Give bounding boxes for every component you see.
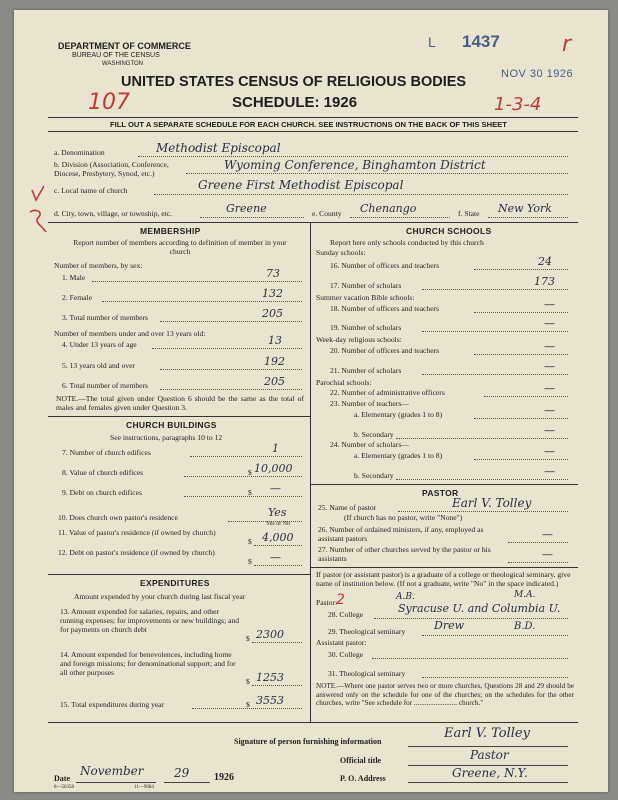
q11-dollar: $ [248, 537, 252, 546]
q3-line [160, 321, 302, 322]
signature-value: Earl V. Tolley [444, 726, 530, 741]
q9-line [184, 496, 302, 497]
q15-label: 15. Total expenditures during year [60, 700, 165, 709]
q31-line [422, 677, 568, 678]
q4-line [152, 348, 302, 349]
q29-line [422, 635, 568, 636]
q10-value: Yes [268, 506, 287, 519]
q19-line [422, 331, 568, 332]
membership-intro: Report number of members according to definition of member in your church [73, 238, 287, 256]
denomination-line [138, 156, 568, 157]
print-code-1: 8—56358 [54, 785, 74, 790]
q9-dollar: $ [248, 488, 252, 497]
stamp-letter: L [428, 34, 436, 50]
schedule-title: SCHEDULE: 1926 [232, 94, 358, 111]
q8-value: 10,000 [254, 462, 293, 475]
county-value: Chenango [360, 202, 417, 215]
red-margin-marks [22, 182, 62, 242]
q24-label: 24. Number of scholars— [330, 440, 409, 449]
q6-value: 205 [264, 375, 285, 388]
q14-label: 14. Amount expended for benevolences, including home and foreign missions; for denominational support; and for all other purposes [60, 650, 236, 677]
q1-label: 1. Male [62, 273, 86, 282]
q15-line [192, 708, 302, 709]
q27-label: 27. Number of other churches served by the pastor or his assistants [318, 545, 491, 563]
schools-title: CHURCH SCHOOLS [406, 226, 492, 236]
date-label: Date [54, 774, 70, 783]
q28-label: 28. College [328, 610, 364, 619]
q27-line [508, 562, 568, 563]
weekday-schools-label: Week-day religious schools: [316, 335, 402, 344]
q28-value: Syracuse U. and Columbia U. [398, 602, 561, 615]
header-rule-top [48, 117, 578, 118]
q20-line [474, 354, 568, 355]
q2-value: 132 [262, 287, 283, 300]
column-divider [310, 222, 311, 722]
q5-value: 192 [264, 355, 285, 368]
assistant-pastor-label: Assistant pastor: [316, 638, 367, 647]
q18-line [474, 312, 568, 313]
state-value: New York [498, 202, 552, 215]
buildings-intro: See instructions, paragraphs 10 to 12 [110, 433, 223, 442]
age-intro: Number of members under and over 13 years old: [54, 329, 206, 338]
red-code: 1-3-4 [494, 94, 542, 115]
instruction-banner: FILL OUT A SEPARATE SCHEDULE FOR EACH CHURCH. SEE INSTRUCTIONS ON THE BACK OF THIS SHEET [110, 120, 507, 129]
state-label: f. State [458, 209, 480, 218]
expenditures-intro: Amount expended by your church during last fiscal year [74, 592, 246, 601]
q21-value: — [544, 360, 555, 373]
denomination-label: a. Denomination [54, 148, 105, 157]
division-value: Wyoming Conference, Binghamton District [224, 158, 486, 172]
q22-value: — [544, 382, 555, 395]
q21-label: 21. Number of scholars [330, 366, 402, 375]
graduate-note: If pastor (or assistant pastor) is a graduate of a college or theological seminary, give name of institution below. (If not a graduate, write "No" in the space indicated.) [316, 570, 571, 588]
q12-value: — [270, 551, 281, 564]
city-line [200, 217, 304, 218]
census-schedule-page [14, 10, 608, 792]
q19-value: — [544, 317, 555, 330]
q27-value: — [542, 548, 553, 561]
q8-dollar: $ [248, 468, 252, 477]
q23b-value: — [544, 424, 555, 437]
address-line [408, 782, 568, 783]
pastor-title: PASTOR [422, 488, 459, 498]
q16-line [474, 269, 568, 270]
date-day: 29 [174, 766, 190, 780]
q29-degree: B.D. [514, 621, 536, 632]
q16-value: 24 [538, 255, 552, 268]
state-line [488, 217, 568, 218]
address-value: Greene, N.Y. [452, 766, 528, 780]
q24b-label: b. Secondary [354, 471, 394, 480]
q29-value: Drew [434, 619, 465, 632]
q24a-value: — [544, 445, 555, 458]
q20-label: 20. Number of officers and teachers [330, 346, 440, 355]
q8-line [184, 476, 302, 477]
q24a-label: a. Elementary (grades 1 to 8) [354, 451, 443, 460]
q30-line [372, 658, 568, 659]
expenditures-top-rule [48, 574, 310, 575]
q31-label: 31. Theological seminary [328, 669, 406, 678]
q5-label: 5. 13 years old and over [62, 361, 135, 370]
q13-label: 13. Amount expended for salaries, repairs, and other running expenses; for improvements or new buildings; and for payments on church debt [60, 607, 240, 634]
pastor-label: Pastor: [316, 598, 338, 607]
buildings-top-rule [48, 416, 310, 417]
q24a-line [474, 459, 568, 460]
received-date-stamp: NOV 30 1926 [501, 68, 574, 80]
q18-value: — [544, 298, 555, 311]
division-label: b. Division (Association, Conference, Diocese, Presbytery, Synod, etc.) [54, 160, 169, 178]
q11-label: 11. Value of pastor's residence (if owned by church) [58, 528, 216, 537]
q1-value: 73 [266, 267, 280, 280]
signature-line [408, 746, 568, 747]
official-title-value: Pastor [470, 748, 509, 762]
q22-line [484, 396, 568, 397]
q10-line [228, 521, 302, 522]
membership-title: MEMBERSHIP [140, 226, 201, 236]
q23b-line [396, 438, 568, 439]
q5-line [160, 369, 302, 370]
city-label-row: d. City, town, village, or township, etc. [54, 209, 173, 218]
city-value: Greene [226, 202, 267, 215]
sunday-schools-label: Sunday schools: [316, 248, 366, 257]
q7-value: 1 [272, 442, 279, 455]
membership-note: NOTE.—The total given under Question 6 should be the same as the total of males and females given under Question 3. [56, 394, 304, 412]
q12-label: 12. Debt on pastor's residence (if owned by church) [58, 548, 215, 557]
q23b-label: b. Secondary [354, 430, 394, 439]
q23-label: 23. Number of teachers— [330, 399, 409, 408]
q13-value: 2300 [256, 628, 284, 641]
local-name-value: Greene First Methodist Episcopal [198, 178, 404, 192]
q12-line [254, 565, 302, 566]
q14-line [252, 685, 302, 686]
pastor-red-number: 2 [336, 592, 345, 608]
division-line [186, 173, 568, 174]
q14-value: 1253 [256, 671, 284, 684]
q15-value: 3553 [256, 694, 284, 707]
q26-label: 26. Number of ordained ministers, if any, employed as assistant pastors [318, 525, 484, 543]
q2-line [102, 301, 302, 302]
q16-label: 16. Number of officers and teachers [330, 261, 440, 270]
q23a-value: — [544, 404, 555, 417]
q13-dollar: $ [246, 634, 250, 643]
q22-label: 22. Number of administrative officers [330, 388, 445, 397]
q12-dollar: $ [248, 557, 252, 566]
county-line [350, 217, 450, 218]
members-by-sex: Number of members, by sex: [54, 261, 143, 270]
department-label: DEPARTMENT OF COMMERCE [58, 41, 191, 51]
red-check-mark: r [562, 32, 572, 57]
county-label: e. County [312, 209, 342, 218]
pastor-note: NOTE.—Where one pastor serves two or more churches, Questions 28 and 29 should be answered only on the schedule for one of the churches; on the schedules for the other churches, write "See schedule for ........................ church." [316, 682, 574, 708]
q17-label: 17. Number of scholars [330, 281, 402, 290]
q1-line [92, 281, 302, 282]
bureau-label: BUREAU OF THE CENSUS [72, 52, 160, 59]
q18-label: 18. Number of officers and teachers [330, 304, 440, 313]
q17-value: 173 [534, 275, 555, 288]
q24b-value: — [544, 465, 555, 478]
q23a-label: a. Elementary (grades 1 to 8) [354, 410, 443, 419]
q28-degree-ab: A.B. [396, 592, 415, 602]
q8-label: 8. Value of church edifices [62, 468, 144, 477]
date-month-line [76, 782, 156, 783]
q2-label: 2. Female [62, 293, 92, 302]
date-month: November [80, 764, 144, 778]
q17-line [422, 289, 568, 290]
q25-line [398, 511, 568, 512]
denomination-value: Methodist Episcopal [156, 141, 281, 155]
q25-note: (If church has no pastor, write "None") [344, 513, 463, 522]
q10-label: 10. Does church own pastor's residence [58, 513, 178, 522]
q11-value: 4,000 [262, 531, 294, 544]
q20-value: — [544, 340, 555, 353]
q26-line [508, 542, 568, 543]
schools-intro: Report here only schools conducted by this church [330, 238, 484, 247]
header-rule-bottom [48, 131, 578, 132]
official-title-label: Official title [340, 756, 382, 765]
table-top-rule [48, 222, 578, 223]
q25-label: 25. Name of pastor [318, 503, 377, 512]
summer-schools-label: Summer vacation Bible schools: [316, 293, 415, 302]
q6-label: 6. Total number of members [62, 381, 149, 390]
city-label: WASHINGTON [102, 61, 144, 67]
address-label: P. O. Address [340, 774, 386, 783]
parochial-schools-label: Parochial schools: [316, 378, 372, 387]
q28-degree-ma: M.A. [514, 590, 536, 600]
q3-label: 3. Total number of members [62, 313, 149, 322]
q21-line [422, 374, 568, 375]
expenditures-title: EXPENDITURES [140, 578, 210, 588]
q19-label: 19. Number of scholars [330, 323, 402, 332]
graduate-top-rule [310, 567, 578, 568]
red-number: 107 [88, 90, 130, 115]
q7-label: 7. Number of church edifices [62, 448, 151, 457]
q28-line [374, 618, 568, 619]
local-name-line [154, 194, 568, 195]
buildings-title: CHURCH BUILDINGS [126, 420, 217, 430]
q13-line [252, 642, 302, 643]
yes-no-hint: Yes or No [266, 521, 291, 527]
q23a-line [474, 418, 568, 419]
table-bottom-rule [48, 722, 578, 723]
q3-value: 205 [262, 307, 283, 320]
date-day-line [164, 782, 210, 783]
form-title: UNITED STATES CENSUS OF RELIGIOUS BODIES [121, 74, 467, 90]
q30-label: 30. College [328, 650, 364, 659]
stamp-number: 1437 [462, 32, 500, 51]
pastor-top-rule [310, 484, 578, 485]
q9-label: 9. Debt on church edifices [62, 488, 142, 497]
q4-value: 13 [268, 334, 282, 347]
q14-dollar: $ [246, 677, 250, 686]
q29-label: 29. Theological seminary [328, 627, 406, 636]
q4-label: 4. Under 13 years of age [62, 340, 137, 349]
q6-line [160, 389, 302, 390]
local-name-label: c. Local name of church [54, 186, 128, 195]
q11-line [254, 545, 302, 546]
q9-value: — [270, 482, 281, 495]
q24b-line [396, 479, 568, 480]
print-code-2: 11—9684 [134, 785, 154, 790]
q7-line [190, 456, 302, 457]
date-year: 1926 [214, 772, 234, 783]
q15-dollar: $ [246, 700, 250, 709]
signature-label: Signature of person furnishing information [234, 737, 382, 746]
q25-value: Earl V. Tolley [452, 496, 532, 510]
q26-value: — [542, 528, 553, 541]
